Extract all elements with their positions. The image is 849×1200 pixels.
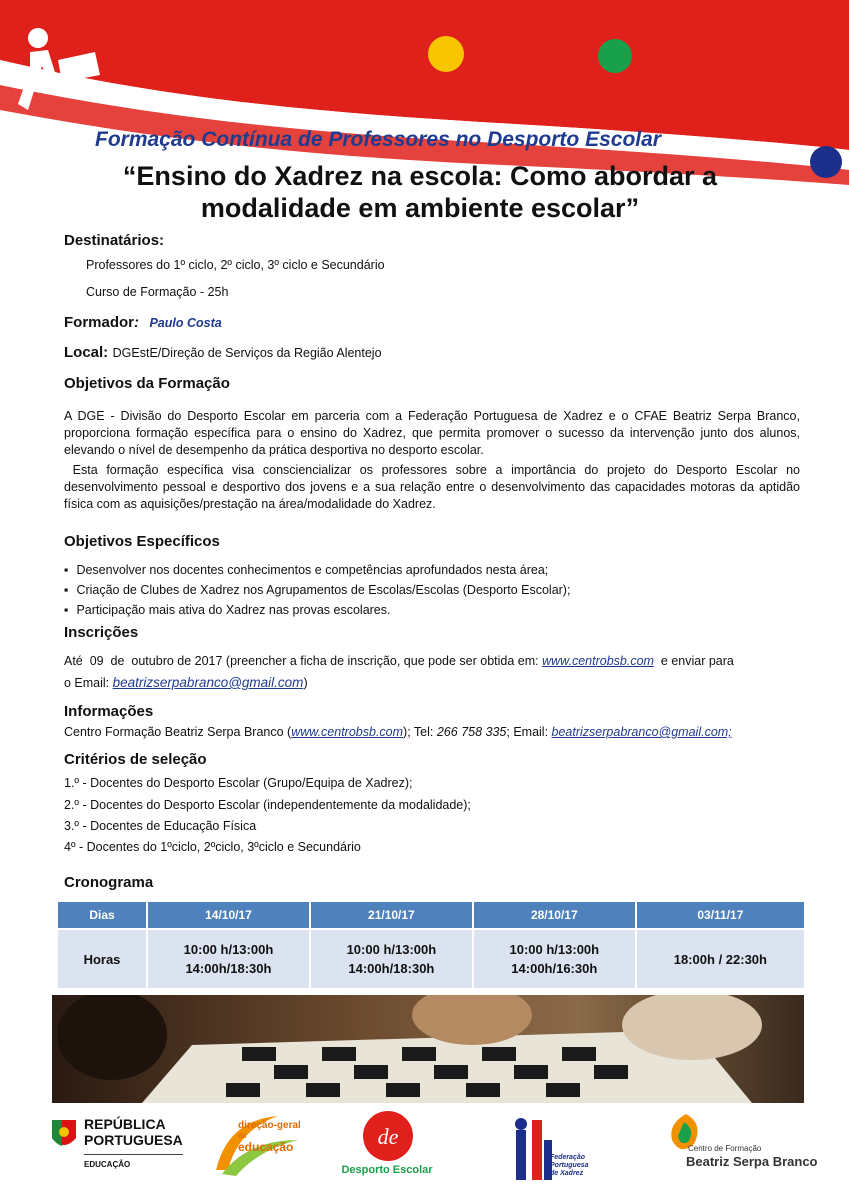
objetivos-heading: Objetivos da Formação: [64, 375, 230, 392]
dge-line2: da: [238, 1133, 247, 1140]
table-cell: [147, 929, 310, 989]
list-item: ▪ Criação de Clubes de Xadrez nos Agrupamentos de Escolas/Escolas (Desporto Escolar);: [64, 580, 570, 600]
column-header: 28/10/17: [473, 901, 636, 929]
schedule-table: [56, 900, 806, 990]
title-line-1: “Ensino do Xadrez na escola: Como abordar a: [122, 161, 718, 191]
cell-line: 10:00 h/13:00h: [509, 942, 600, 957]
republica-line3: EDUCAÇÃO: [84, 1154, 183, 1173]
formador-row: [64, 314, 222, 332]
especificos-heading: Objetivos Específicos: [64, 533, 220, 550]
informacoes-text3: ; Email:: [506, 725, 552, 739]
title-line-2: modalidade em ambiente escolar”: [200, 193, 640, 223]
informacoes-site-link[interactable]: www.centrobsb.com: [291, 725, 404, 739]
formador-label: Formador: [64, 314, 135, 331]
yellow-dot-icon: [428, 36, 464, 72]
row-label: Horas: [57, 929, 147, 989]
inscricoes-close-paren: ): [303, 676, 308, 690]
informacoes-text1: Centro Formação Beatriz Serpa Branco (: [64, 725, 292, 739]
local-label: Local:: [64, 344, 109, 361]
inscricoes-text-after: e enviar para: [653, 654, 734, 668]
chess-photo: [52, 995, 804, 1103]
dge-line1: direção-geral: [238, 1120, 301, 1131]
desporto-escolar-logo: [332, 1110, 442, 1190]
criterios-item-3: 3.º - Docentes de Educação Física: [64, 819, 257, 833]
centro-line2: Beatriz Serpa Branco: [686, 1154, 818, 1169]
republica-line1: REPÚBLICA: [84, 1116, 166, 1132]
table-cell: [636, 929, 805, 989]
inscricoes-text: Até 09 de outubro de 2017 (preencher a ficha de inscrição, que pode ser obtida em:: [64, 654, 543, 668]
dge-line3: educação: [238, 1140, 294, 1154]
column-header: 21/10/17: [310, 901, 473, 929]
chess-pieces-icon: [510, 1110, 554, 1182]
informacoes-line: [64, 723, 732, 742]
inscricoes-site-link[interactable]: www.centrobsb.com: [542, 654, 654, 668]
federacao-line3: de Xadrez: [550, 1170, 584, 1177]
criterios-heading: Critérios de seleção: [64, 751, 207, 768]
inscricoes-email-label: o Email:: [64, 676, 113, 690]
cell-line: 18:00h / 22:30h: [673, 951, 767, 967]
table-row: [57, 929, 805, 989]
criterios-item-1: 1.º - Docentes do Desporto Escolar (Grupo/Equipa de Xadrez);: [64, 776, 413, 790]
republica-line2: PORTUGUESA: [84, 1132, 183, 1148]
list-item: ▪ Desenvolver nos docentes conhecimentos e competências aprofundados nesta área;: [64, 560, 570, 580]
republica-portuguesa-logo: [50, 1110, 190, 1190]
table-cell: [473, 929, 636, 989]
column-header: 03/11/17: [636, 901, 805, 929]
list-item: ▪ Participação mais ativa do Xadrez nas provas escolares.: [64, 600, 570, 620]
centro-formacao-logo: [666, 1110, 818, 1190]
local-value: DGEstE/Direção de Serviços da Região Alentejo: [112, 346, 382, 360]
criterios-item-4: 4º - Docentes do 1ºciclo, 2ºciclo, 3ºciclo e Secundário: [64, 840, 361, 854]
objetivos-paragraph-2: Esta formação específica visa consciencializar os professores sobre a importância do projeto do Desporto Escolar no desenvolvimento pessoal e desportivo dos jovens e a sua relação entre o desenvolvimento das capacidades motoras da aptidão física com as aquisições/prestação na área/modalidade do Xadrez.: [64, 463, 804, 511]
desporto-escolar-text: Desporto Escolar: [341, 1164, 433, 1176]
course-subtitle: Formação Contínua de Professores no Desporto Escolar: [95, 128, 661, 151]
blue-dot-icon: [810, 146, 842, 178]
criterios-item-2: 2.º - Docentes do Desporto Escolar (independentemente da modalidade);: [64, 798, 471, 812]
cell-line: 14:00h/18:30h: [185, 961, 272, 976]
formador-colon: :: [134, 314, 140, 331]
inscricoes-email-link[interactable]: beatrizserpabranco@gmail.com: [112, 675, 304, 690]
dge-logo: [208, 1110, 308, 1190]
informacoes-heading: Informações: [64, 703, 154, 720]
destinatarios-heading: Destinatários:: [64, 232, 165, 249]
column-header: 14/10/17: [147, 901, 310, 929]
cell-line: 14:00h/16:30h: [511, 961, 598, 976]
centro-line1: Centro de Formação: [688, 1144, 762, 1153]
local-row: [64, 344, 382, 363]
especificos-list: [64, 560, 570, 620]
cell-line: 14:00h/18:30h: [348, 961, 435, 976]
destinatarios-line1: Professores do 1º ciclo, 2º ciclo, 3º ciclo e Secundário: [86, 258, 385, 272]
table-cell: [310, 929, 473, 989]
cronograma-heading: Cronograma: [64, 874, 154, 891]
objetivos-paragraph-1: A DGE - Divisão do Desporto Escolar em parceria com a Federação Portuguesa de Xadrez e o CFAE Beatriz Serpa Branco, proporciona formação específica para o ensino do Xadrez, que permita promover o sucesso da intervenção junto dos alunos, elevando o nível de desempenho da prática desportiva no desporto escolar.: [64, 409, 800, 457]
table-header-row: [57, 901, 805, 929]
destinatarios-line2: Curso de Formação - 25h: [86, 285, 229, 299]
formador-name: Paulo Costa: [149, 316, 222, 330]
federacao-line2: Portuguesa: [550, 1162, 589, 1169]
federacao-line1: Federação: [550, 1154, 586, 1161]
green-dot-icon: [598, 39, 632, 73]
inscricoes-line2: [64, 673, 308, 693]
svg-text:de: de: [377, 1124, 399, 1149]
inscricoes-line1: [64, 652, 804, 671]
column-header: Dias: [57, 901, 147, 929]
informacoes-tel: 266 758 335: [436, 725, 507, 739]
federacao-logo: [510, 1110, 600, 1190]
inscricoes-heading: Inscrições: [64, 624, 139, 641]
desporto-escolar-icon: [360, 1110, 416, 1162]
coat-of-arms-icon: [50, 1118, 78, 1154]
cell-line: 10:00 h/13:00h: [346, 942, 437, 957]
informacoes-text2: ); Tel:: [403, 725, 437, 739]
course-title: [60, 160, 780, 224]
cell-line: 10:00 h/13:00h: [183, 942, 274, 957]
informacoes-email-link[interactable]: beatrizserpabranco@gmail.com;: [551, 725, 732, 739]
